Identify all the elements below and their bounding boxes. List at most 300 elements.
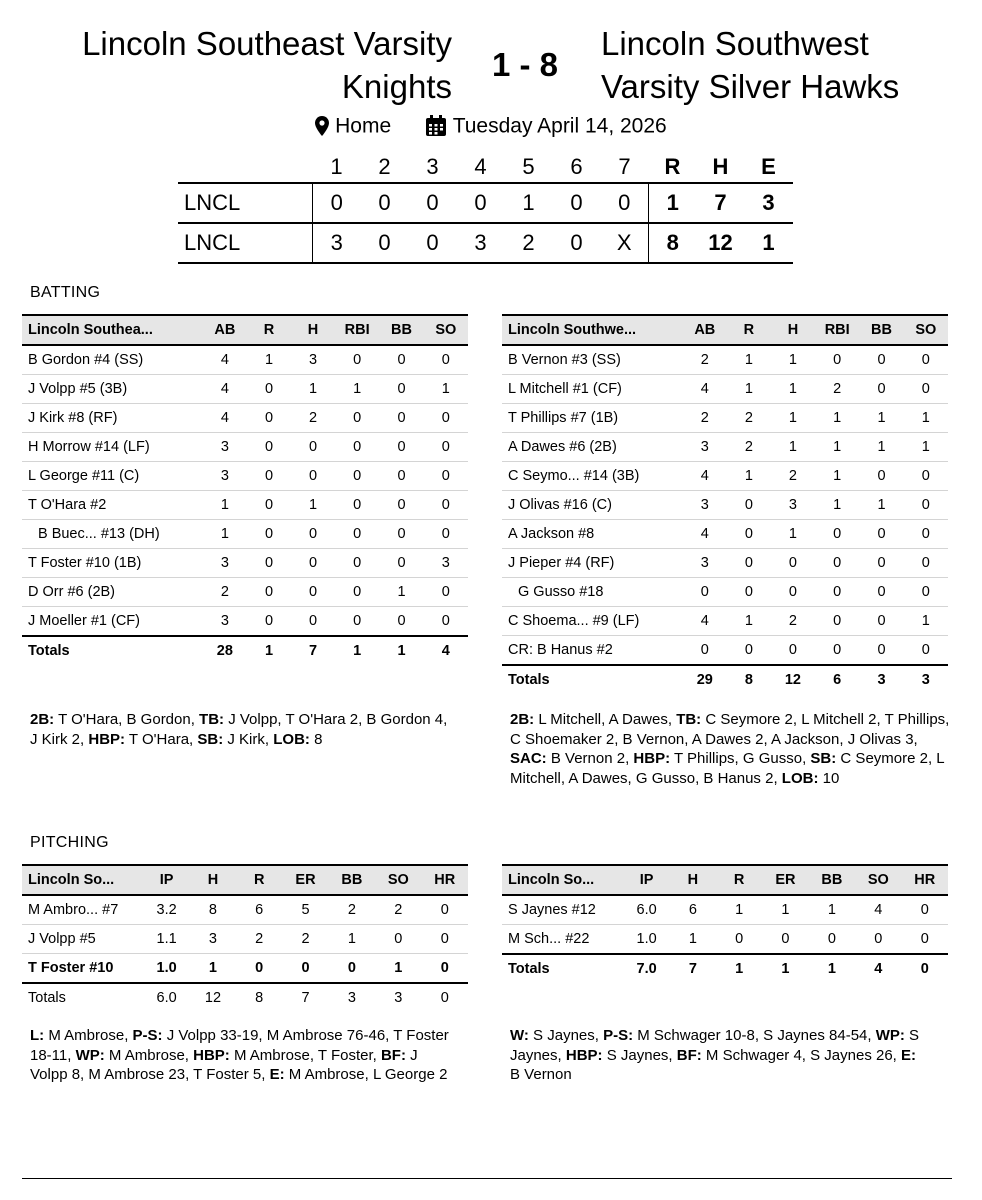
stat-cell: 1.0 [143, 954, 189, 984]
player-row [502, 345, 948, 375]
rhe-header: H [712, 154, 729, 179]
inning-score: 0 [361, 223, 409, 263]
stat-cell: 1 [727, 462, 771, 491]
note-key: E: [269, 1066, 285, 1083]
stat-cell: 0 [379, 607, 423, 637]
totals-cell: 12 [771, 665, 815, 694]
stat-cell: 0 [683, 636, 727, 666]
stat-cell: 2 [329, 895, 375, 925]
note-key: P-S: [603, 1027, 634, 1044]
team-column-header: Lincoln Southea... [22, 315, 203, 345]
away-team-name [40, 22, 452, 108]
team-column-header: Lincoln Southwe... [502, 315, 683, 345]
player-name: J Moeller #1 (CF) [22, 607, 203, 637]
stat-cell: 0 [762, 925, 808, 955]
note-value: T O'Hara, B Gordon, [54, 711, 200, 728]
stat-cell: 0 [379, 520, 423, 549]
stat-cell: 4 [683, 375, 727, 404]
player-row [502, 491, 948, 520]
note-key: HBP: [193, 1046, 230, 1064]
stat-cell: 6.0 [623, 895, 669, 925]
stat-column-header: BB [809, 865, 855, 895]
note-value: C Seymore 2, L Mitchell, A Dawes, G Gusso, B Hanus 2, [510, 750, 945, 787]
inning-score: 0 [553, 223, 601, 263]
stat-cell: 0 [335, 345, 379, 375]
stat-cell: 0 [379, 433, 423, 462]
stat-cell: 3 [203, 607, 247, 637]
note-value: S Jaynes, [602, 1046, 677, 1064]
stat-cell: 0 [335, 578, 379, 607]
final-score: 1 - 8 [491, 46, 559, 83]
runs-total: 8 [649, 223, 697, 263]
stat-cell: 1 [379, 578, 423, 607]
stat-cell: 0 [422, 954, 468, 984]
stat-column-header: SO [424, 315, 468, 345]
player-row [22, 954, 468, 984]
totals-cell: 12 [190, 983, 236, 1012]
stat-column-header: H [670, 865, 716, 895]
totals-label: Totals [22, 983, 143, 1012]
note-key: L: [30, 1027, 45, 1044]
stat-cell: 0 [815, 636, 859, 666]
stat-column-header: H [291, 315, 335, 345]
player-name: S Jaynes #12 [502, 895, 623, 925]
stat-cell: 0 [379, 404, 423, 433]
totals-cell: 7.0 [623, 954, 669, 983]
stat-cell: 4 [203, 345, 247, 375]
stat-cell: 2 [282, 925, 328, 954]
stat-cell: 0 [727, 636, 771, 666]
stat-cell: 2 [771, 462, 815, 491]
note-key: HBP: [565, 1046, 603, 1064]
stat-cell: 6 [670, 895, 716, 925]
stat-cell: 1.0 [623, 925, 669, 955]
stat-cell: 0 [247, 607, 291, 637]
note-key: BF: [380, 1046, 406, 1064]
stat-cell: 1 [329, 925, 375, 954]
totals-label: Totals [502, 665, 683, 694]
stat-cell: 3 [771, 491, 815, 520]
totals-cell: 1 [716, 954, 762, 983]
stat-cell: 1 [670, 925, 716, 955]
inning-header: 7 [618, 154, 631, 179]
stat-cell: 0 [247, 433, 291, 462]
stat-cell: 2 [727, 404, 771, 433]
player-name: H Morrow #14 (LF) [22, 433, 203, 462]
stat-cell: 1 [291, 375, 335, 404]
totals-row [22, 983, 468, 1012]
stat-cell: 3.2 [143, 895, 189, 925]
stat-cell: 1 [815, 491, 859, 520]
stat-cell: 1 [424, 375, 468, 404]
linescore-table [178, 152, 793, 264]
hits-total: 12 [697, 223, 745, 263]
stat-column-header: HR [422, 865, 468, 895]
stat-cell: 0 [859, 345, 903, 375]
totals-row [502, 954, 948, 983]
totals-cell: 1 [809, 954, 855, 983]
stat-cell: 0 [379, 345, 423, 375]
stat-cell: 0 [904, 520, 948, 549]
inning-score: 0 [457, 183, 505, 223]
rhe-header: R [664, 154, 681, 179]
stat-cell: 0 [247, 578, 291, 607]
stat-cell: 0 [282, 954, 328, 984]
totals-cell: 8 [727, 665, 771, 694]
home-team-line2: Varsity Silver Hawks [601, 68, 900, 105]
player-name: B Gordon #4 (SS) [22, 345, 203, 375]
player-row [502, 462, 948, 491]
stat-cell: 0 [335, 491, 379, 520]
inning-score: 0 [409, 223, 457, 263]
table-header-row [502, 315, 948, 345]
table-header-row [22, 865, 468, 895]
note-key: 2B: [30, 711, 55, 728]
stat-cell: 0 [291, 520, 335, 549]
stat-cell: 0 [335, 549, 379, 578]
stat-cell: 0 [771, 549, 815, 578]
location-label: Home [335, 114, 392, 138]
stat-cell: 0 [291, 433, 335, 462]
stat-column-header: SO [855, 865, 901, 895]
stat-cell: 2 [683, 404, 727, 433]
player-name: T Foster #10 (1B) [22, 549, 203, 578]
player-row [502, 404, 948, 433]
note-value: M Schwager 10-8, S Jaynes 84-54, [633, 1027, 876, 1044]
stat-cell: 1 [771, 375, 815, 404]
linescore-row [178, 183, 793, 223]
stat-cell: 0 [291, 462, 335, 491]
stat-cell: 0 [424, 345, 468, 375]
inning-score: 3 [457, 223, 505, 263]
stat-cell: 0 [424, 462, 468, 491]
stat-cell: 0 [771, 578, 815, 607]
note-key: HBP: [633, 750, 671, 767]
stat-cell: 0 [424, 578, 468, 607]
stat-cell: 0 [716, 925, 762, 955]
stat-cell: 1 [203, 491, 247, 520]
stat-cell: 0 [815, 549, 859, 578]
stat-cell: 2 [203, 578, 247, 607]
note-value: C Seymore 2, L Mitchell 2, T Phillips, C Shoemaker 2, B Vernon, A Dawes 2, A Jackson, J Olivas 3, [510, 711, 950, 748]
player-name: G Gusso #18 [502, 578, 683, 607]
totals-cell: 3 [859, 665, 903, 694]
stat-cell: 0 [424, 404, 468, 433]
stat-cell: 0 [379, 491, 423, 520]
stat-cell: 2 [375, 895, 421, 925]
team-column-header: Lincoln So... [22, 865, 143, 895]
totals-cell: 4 [855, 954, 901, 983]
team-column-header: Lincoln So... [502, 865, 623, 895]
note-key: P-S: [132, 1027, 163, 1044]
stat-cell: 1 [809, 895, 855, 925]
note-value: J Volpp 8, M Ambrose 23, T Foster 5, [30, 1046, 418, 1083]
linescore-team: LNCL [178, 183, 313, 223]
inning-score: 1 [505, 183, 553, 223]
stat-cell: 0 [904, 636, 948, 666]
stat-cell: 0 [859, 636, 903, 666]
stat-cell: 3 [683, 549, 727, 578]
stat-cell: 0 [904, 345, 948, 375]
home-pitching-table [502, 864, 948, 983]
stat-cell: 0 [247, 491, 291, 520]
stat-cell: 0 [335, 607, 379, 637]
note-value: S Jaynes, [528, 1027, 604, 1044]
stat-cell: 3 [203, 462, 247, 491]
player-row [22, 578, 468, 607]
stat-column-header: AB [203, 315, 247, 345]
note-key: SAC: [510, 750, 547, 767]
note-value: J Volpp, T O'Hara 2, B Gordon 4, J Kirk 2, [30, 711, 448, 748]
stat-cell: 1 [815, 404, 859, 433]
stat-column-header: RBI [815, 315, 859, 345]
totals-cell: 4 [424, 636, 468, 665]
player-row [502, 895, 948, 925]
stat-cell: 0 [902, 895, 948, 925]
player-row [502, 549, 948, 578]
stat-cell: 0 [379, 549, 423, 578]
player-row [22, 520, 468, 549]
note-value: L Mitchell, A Dawes, [534, 711, 677, 728]
note-key: HBP: [88, 730, 126, 748]
away-team-line2: Knights [341, 68, 452, 105]
stat-column-header: IP [623, 865, 669, 895]
stat-cell: 4 [855, 895, 901, 925]
stat-cell: 0 [424, 491, 468, 520]
player-name: T Foster #10 [22, 954, 143, 984]
totals-label: Totals [22, 636, 203, 665]
note-key: WP: [875, 1027, 905, 1044]
stat-cell: 3 [203, 433, 247, 462]
stat-cell: 3 [683, 433, 727, 462]
inning-score: 2 [505, 223, 553, 263]
note-key: WP: [75, 1046, 105, 1064]
totals-cell: 7 [670, 954, 716, 983]
inning-score: 0 [601, 183, 649, 223]
note-value: T O'Hara, [125, 730, 198, 748]
player-row [502, 578, 948, 607]
linescore-team: LNCL [178, 223, 313, 263]
totals-row [22, 636, 468, 665]
stat-column-header: BB [329, 865, 375, 895]
totals-cell: 1 [762, 954, 808, 983]
stat-cell: 3 [683, 491, 727, 520]
stat-cell: 0 [859, 375, 903, 404]
totals-cell: 8 [236, 983, 282, 1012]
stat-cell: 0 [859, 578, 903, 607]
stat-cell: 2 [683, 345, 727, 375]
player-row [22, 345, 468, 375]
stat-cell: 0 [904, 578, 948, 607]
player-name: B Vernon #3 (SS) [502, 345, 683, 375]
stat-column-header: SO [375, 865, 421, 895]
note-key: SB: [810, 750, 837, 767]
note-key: TB: [199, 711, 225, 728]
stat-cell: 0 [904, 375, 948, 404]
stat-cell: 1 [190, 954, 236, 984]
stat-cell: 1 [771, 520, 815, 549]
away-pitching-table [22, 864, 468, 1012]
inning-header: 2 [378, 154, 391, 179]
stat-cell: 0 [247, 462, 291, 491]
inning-score: 0 [313, 183, 361, 223]
note-key: SB: [197, 730, 224, 748]
player-name: B Buec... #13 (DH) [22, 520, 203, 549]
hits-total: 7 [697, 183, 745, 223]
stat-cell: 1 [904, 433, 948, 462]
player-row [22, 404, 468, 433]
player-name: M Ambro... #7 [22, 895, 143, 925]
totals-cell: 3 [375, 983, 421, 1012]
note-value: 10 [818, 769, 840, 787]
player-row [22, 895, 468, 925]
stat-cell: 4 [683, 520, 727, 549]
inning-header: 3 [426, 154, 439, 179]
stat-cell: 0 [904, 491, 948, 520]
stat-cell: 1 [762, 895, 808, 925]
stat-column-header: R [716, 865, 762, 895]
home-batting-table [502, 314, 948, 694]
stat-cell: 0 [859, 462, 903, 491]
note-value: M Ambrose, L George 2 [284, 1066, 448, 1083]
stat-cell: 1.1 [143, 925, 189, 954]
errors-total: 1 [745, 223, 793, 263]
note-key: LOB: [273, 730, 310, 748]
stat-cell: 0 [815, 607, 859, 636]
stat-cell: 1 [771, 345, 815, 375]
player-name: L George #11 (C) [22, 462, 203, 491]
game-date: Tuesday April 14, 2026 [452, 114, 667, 138]
stat-cell: 2 [236, 925, 282, 954]
player-row [22, 491, 468, 520]
home-team-name [601, 22, 971, 108]
stat-cell: 1 [727, 345, 771, 375]
stat-cell: 1 [335, 375, 379, 404]
player-name: J Kirk #8 (RF) [22, 404, 203, 433]
stat-column-header: R [236, 865, 282, 895]
away-team-line1: Lincoln Southeast Varsity [82, 25, 452, 62]
totals-cell: 7 [291, 636, 335, 665]
player-name: T Phillips #7 (1B) [502, 404, 683, 433]
stat-cell: 2 [727, 433, 771, 462]
player-row [22, 607, 468, 637]
stat-column-header: R [727, 315, 771, 345]
stat-column-header: H [771, 315, 815, 345]
player-row [22, 375, 468, 404]
stat-cell: 0 [335, 520, 379, 549]
stat-column-header: HR [902, 865, 948, 895]
pitching-section-title: PITCHING [30, 834, 109, 851]
stat-cell: 0 [904, 549, 948, 578]
stat-cell: 0 [727, 520, 771, 549]
player-row [22, 433, 468, 462]
stat-cell: 1 [716, 895, 762, 925]
stat-cell: 0 [424, 433, 468, 462]
home-pitching-notes [510, 1026, 930, 1085]
stat-cell: 4 [203, 404, 247, 433]
totals-cell: 0 [902, 954, 948, 983]
stat-column-header: ER [762, 865, 808, 895]
totals-cell: 1 [335, 636, 379, 665]
stat-cell: 0 [727, 491, 771, 520]
stat-cell: 2 [815, 375, 859, 404]
stat-cell: 0 [291, 607, 335, 637]
stat-column-header: AB [683, 315, 727, 345]
stat-cell: 0 [375, 925, 421, 954]
player-name: C Shoema... #9 (LF) [502, 607, 683, 636]
stat-cell: 4 [683, 607, 727, 636]
stat-cell: 0 [424, 520, 468, 549]
stat-column-header: SO [904, 315, 948, 345]
player-row [502, 925, 948, 955]
stat-cell: 1 [859, 491, 903, 520]
stat-cell: 5 [282, 895, 328, 925]
player-name: C Seymo... #14 (3B) [502, 462, 683, 491]
errors-total: 3 [745, 183, 793, 223]
stat-cell: 0 [904, 462, 948, 491]
game-meta [0, 114, 982, 138]
away-batting-notes [30, 710, 450, 749]
inning-score: 0 [409, 183, 457, 223]
stat-cell: 0 [809, 925, 855, 955]
player-name: J Volpp #5 (3B) [22, 375, 203, 404]
stat-column-header: ER [282, 865, 328, 895]
player-row [502, 520, 948, 549]
player-row [502, 433, 948, 462]
stat-cell: 3 [424, 549, 468, 578]
inning-header: 4 [474, 154, 487, 179]
stat-cell: 0 [859, 520, 903, 549]
totals-cell: 7 [282, 983, 328, 1012]
stat-cell: 1 [859, 404, 903, 433]
note-key: LOB: [781, 769, 819, 787]
note-key: TB: [676, 711, 702, 728]
totals-cell: 29 [683, 665, 727, 694]
stat-cell: 0 [683, 578, 727, 607]
stat-column-header: RBI [335, 315, 379, 345]
note-value: J Kirk, [223, 730, 274, 748]
inning-score: X [601, 223, 649, 263]
stat-cell: 0 [247, 375, 291, 404]
stat-cell: 1 [247, 345, 291, 375]
player-name: CR: B Hanus #2 [502, 636, 683, 666]
stat-cell: 0 [422, 895, 468, 925]
stat-cell: 1 [291, 491, 335, 520]
stat-cell: 0 [902, 925, 948, 955]
rhe-header: E [761, 154, 776, 179]
player-row [502, 607, 948, 636]
totals-cell: 1 [379, 636, 423, 665]
player-name: J Olivas #16 (C) [502, 491, 683, 520]
stat-cell: 1 [904, 607, 948, 636]
table-header-row [502, 865, 948, 895]
note-value: M Ambrose, [44, 1027, 133, 1044]
calendar-icon [425, 115, 447, 137]
stat-cell: 4 [203, 375, 247, 404]
stat-cell: 1 [727, 607, 771, 636]
table-header-row [22, 315, 468, 345]
stat-column-header: R [247, 315, 291, 345]
note-value: M Schwager 4, S Jaynes 26, [701, 1046, 902, 1064]
totals-cell: 1 [247, 636, 291, 665]
stat-cell: 0 [329, 954, 375, 984]
note-value: B Vernon 2, [546, 750, 634, 767]
note-value: T Phillips, G Gusso, [670, 750, 811, 767]
totals-cell: 3 [904, 665, 948, 694]
note-value: J Volpp 33-19, M Ambrose 76-46, T Foster 18-11, [30, 1027, 449, 1064]
stat-column-header: BB [379, 315, 423, 345]
stat-cell: 0 [247, 520, 291, 549]
